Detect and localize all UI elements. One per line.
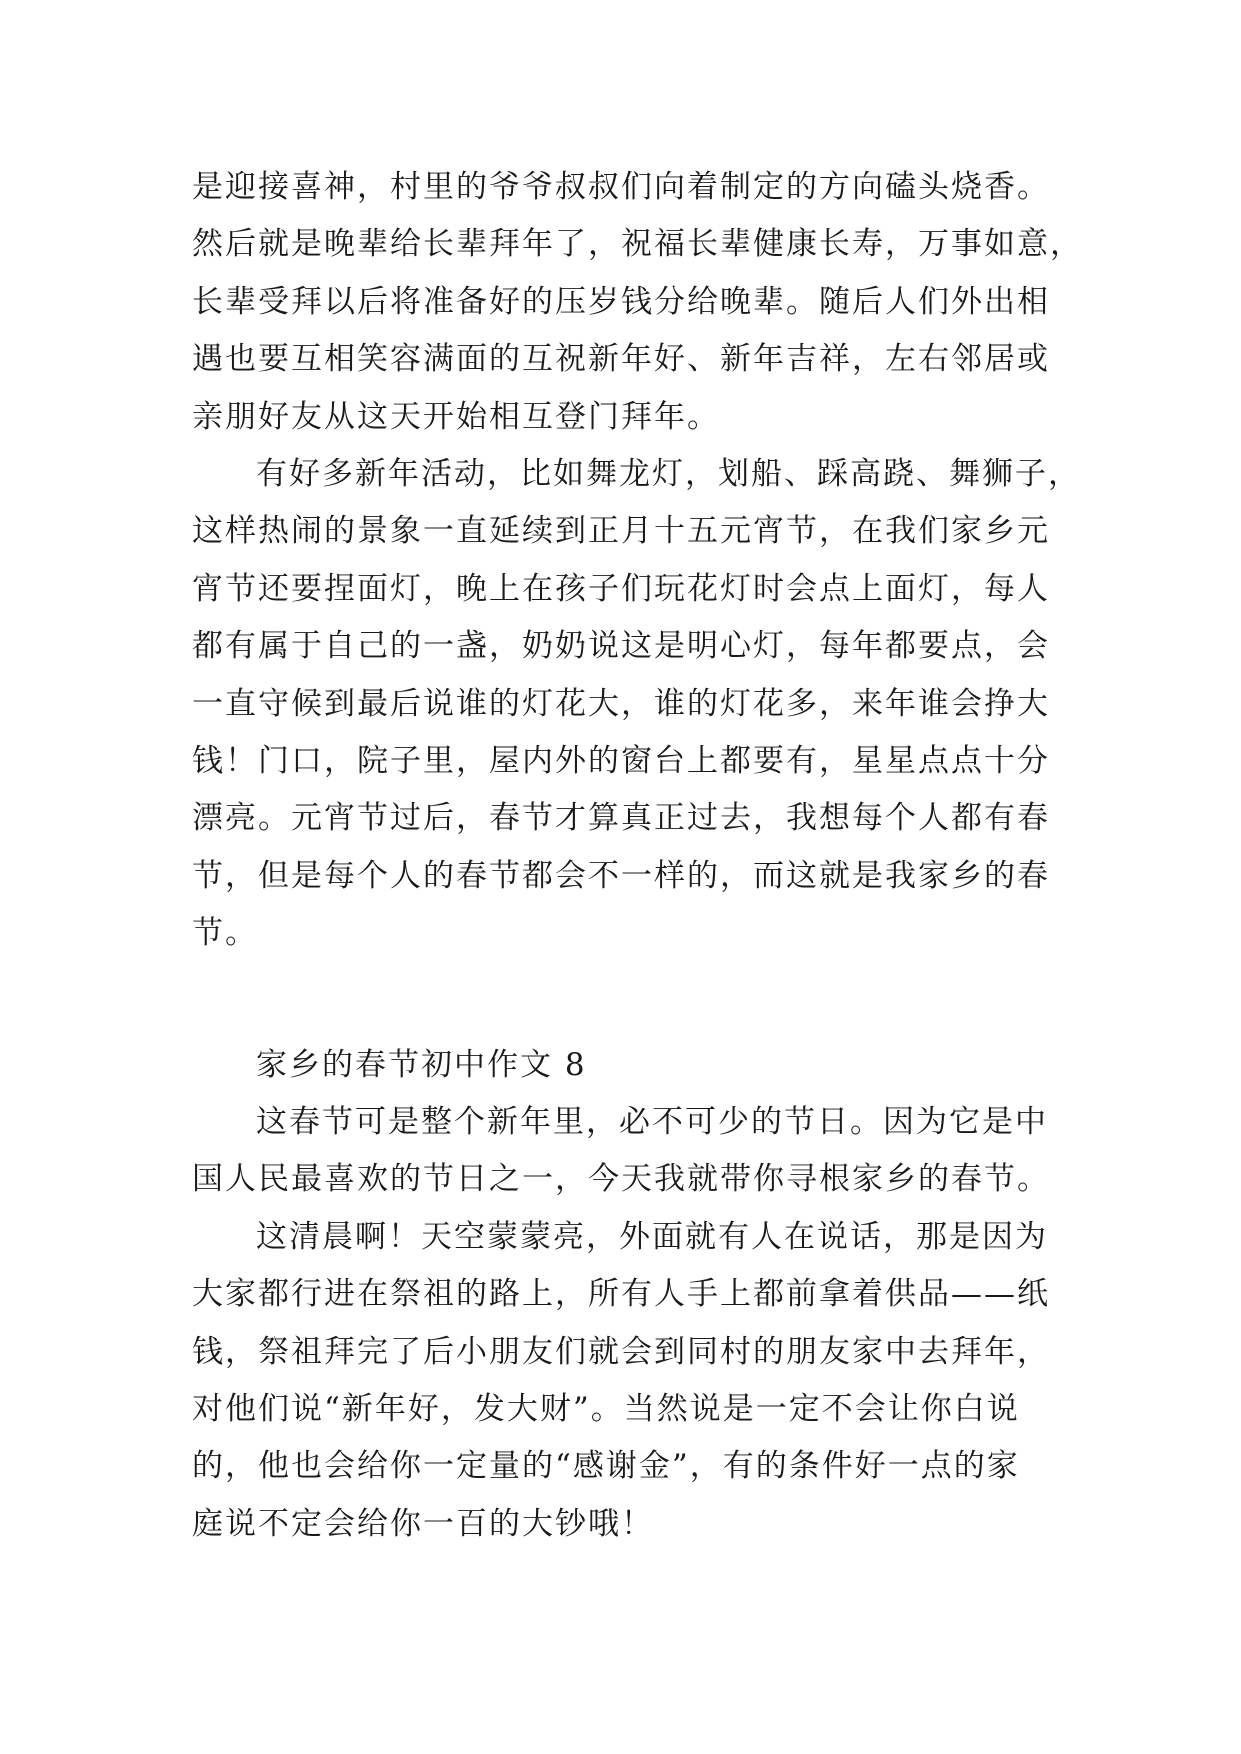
- text-line: 这春节可是整个新年里，必不可少的节日。因为它是中: [256, 1104, 1048, 1140]
- text-line: 对他们说“新年好，发大财”。当然说是一定不会让你白说: [192, 1390, 1020, 1427]
- text-line: 这样热闹的景象一直延续到正月十五元宵节，在我们家乡元: [192, 513, 1050, 550]
- text-line: 宵节还要捏面灯，晚上在孩子们玩花灯时会点上面灯，每人: [192, 570, 1050, 607]
- text-line: 都有属于自己的一盏，奶奶说这是明心灯，每年都要点，会: [192, 628, 1050, 665]
- text-line: 这清晨啊！天空蒙蒙亮，外面就有人在说话，那是因为: [256, 1218, 1048, 1255]
- text-line: 国人民最喜欢的节日之一，今天我就带你寻根家乡的春节。: [192, 1161, 1050, 1198]
- paragraph-spring-festival-intro: [192, 1094, 1072, 1209]
- text-line: 钱，祭祖拜完了后小朋友们就会到同村的朋友家中去拜年，: [192, 1333, 1050, 1370]
- text-line: 漂亮。元宵节过后，春节才算真正过去，我想每个人都有春: [192, 800, 1050, 837]
- paragraph-new-year-greetings: [192, 159, 1083, 446]
- essay-section-continued: [192, 159, 1083, 962]
- text-line: 节。: [192, 915, 258, 952]
- text-line: 大家都行进在祭祖的路上，所有人手上都前拿着供品——纸: [192, 1276, 1050, 1313]
- text-line: 钱！门口，院子里，屋内外的窗台上都要有，星星点点十分: [192, 742, 1050, 779]
- text-line: 一直守候到最后说谁的灯花大，谁的灯花多，来年谁会挣大: [192, 685, 1050, 722]
- text-line: 然后就是晚辈给长辈拜年了，祝福长辈健康长寿，万事如意，: [192, 226, 1083, 263]
- text-line: 的，他也会给你一定量的“感谢金”，有的条件好一点的家: [192, 1448, 1020, 1485]
- text-line: 节，但是每个人的春节都会不一样的，而这就是我家乡的春: [192, 857, 1050, 894]
- text-line: 亲朋好友从这天开始相互登门拜年。: [192, 398, 720, 435]
- text-line: 遇也要互相笑容满面的互祝新年好、新年吉祥，左右邻居或: [192, 341, 1050, 378]
- paragraph-morning-ancestor-worship: [192, 1209, 1072, 1553]
- text-line: 长辈受拜以后将准备好的压岁钱分给晚辈。随后人们外出相: [192, 283, 1050, 320]
- essay-heading: 家乡的春节初中作文 8: [256, 1047, 587, 1083]
- text-line: 庭说不定会给你一百的大钞哦！: [192, 1505, 654, 1542]
- essay-section-8: [192, 1094, 1072, 1553]
- text-line: 是迎接喜神，村里的爷爷叔叔们向着制定的方向磕头烧香。: [192, 169, 1050, 205]
- paragraph-lantern-festival: [192, 446, 1081, 963]
- text-line: 有好多新年活动，比如舞龙灯，划船、踩高跷、舞狮子，: [256, 455, 1081, 492]
